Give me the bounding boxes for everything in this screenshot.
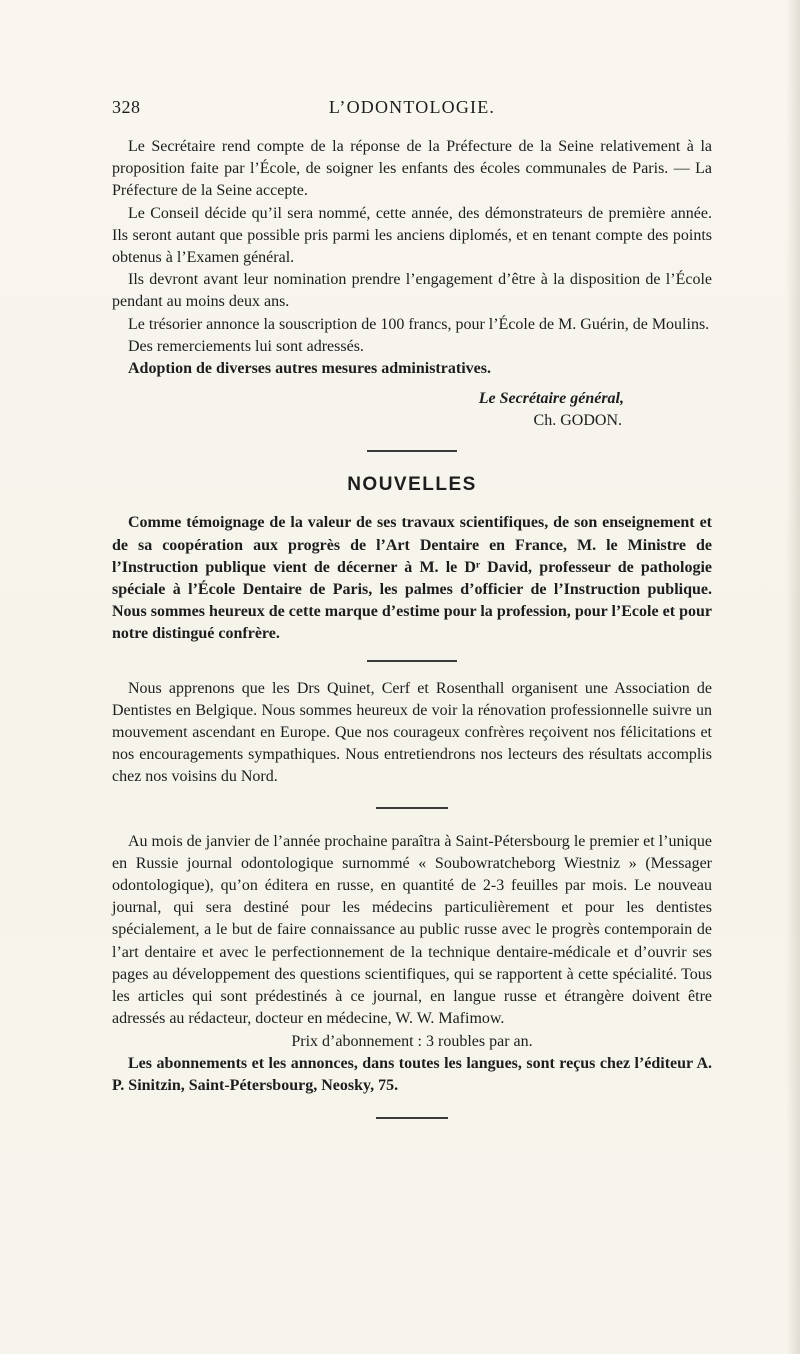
minutes-paragraph: Le trésorier annonce la souscription de 100 francs, pour l’École de M. Guérin, de Moulins. — [128, 315, 710, 333]
signature-name: Ch. GODON. — [533, 412, 622, 430]
running-head — [112, 96, 712, 126]
section-heading: NOUVELLES — [347, 474, 477, 496]
council-minutes — [112, 136, 712, 432]
news-item: Comme témoignage de la valeur de ses travaux scientifiques, de son enseignement et de sa coopération aux progrès de l’Art Dentaire en France, M. le Ministre de l’Instruction publique vient de décerner à M. le Dʳ David, professeur de pathologie spéciale à l’École Dentaire de Paris, les palmes d’officier de l’Instruction publique. Nous sommes heureux de cette marque d’estime pour la profession, pour l’Ecole et pour notre distingué confrère. — [112, 514, 712, 643]
signature-block — [112, 388, 712, 432]
item-divider — [376, 807, 448, 809]
page-content — [112, 96, 712, 1141]
page-number: 328 — [112, 97, 141, 117]
subscription-price: Prix d’abonnement : 3 roubles par an. — [291, 1032, 533, 1050]
minutes-paragraph: Le Secrétaire rend compte de la réponse de la Préfecture de la Seine relativement à la proposition faite par l’École, de soigner les enfants des écoles communales de Paris. — La Préfecture de la Seine accepte. — [112, 138, 712, 200]
journal-title: L’ODONTOLOGIE. — [328, 97, 496, 117]
subscription-info: Les abonnements et les annonces, dans toutes les langues, sont reçus chez l’éditeur A. P. Sinitzin, Saint-Pétersbourg, Neosky, 75. — [112, 1054, 712, 1094]
section-divider — [367, 450, 457, 452]
minutes-paragraph: Ils devront avant leur nomination prendre l’engagement d’être à la disposition de l’École pendant au moins deux ans. — [112, 271, 712, 311]
minutes-paragraph: Adoption de diverses autres mesures administratives. — [128, 360, 491, 378]
page-edge-shadow — [786, 0, 800, 1354]
end-divider — [376, 1117, 448, 1119]
minutes-paragraph: Des remerciements lui sont adressés. — [128, 337, 364, 355]
minutes-paragraph: Le Conseil décide qu’il sera nommé, cette année, des démonstrateurs de première année. Ils seront autant que possible pris parmi les anciens diplomés, et en tenant compte des points obtenus à l’Examen général. — [112, 204, 712, 267]
news-item: Au mois de janvier de l’année prochaine paraîtra à Saint-Pétersbourg le premier et l’unique en Russie journal odontologique surnommé « Soubowratcheborg Wiestniz » (Messager odontologique), qu’on éditera en russe, en quantité de 2-3 feuilles par mois. Le nouveau journal, qui sera destiné pour les médecins particulièrement et pour les dentistes spécialement, a le but de faire connaissance au public russe avec le progrès contemporain de l’art dentaire et avec le perfectionnement de la technique dentaire-médicale et d’ouvrir ses pages au développement des questions scientifiques, qui se rapportent à cette spécialité. Tous les articles qui sont prédestinés à ce journal, en langue russe et étrangère doivent être adressés au rédacteur, docteur en médecine, W. W. Mafimow. — [112, 832, 712, 1028]
news-item: Nous apprenons que les Drs Quinet, Cerf et Rosenthall organisent une Association de Dentistes en Belgique. Nous sommes heureux de voir la rénovation professionnelle suivre un mouvement ascendant en Europe. Que nos courageux confrères reçoivent nos félicitations et nos encouragements sympathiques. Nous entretiendrons nos lecteurs des résultats accomplis chez nos voisins du Nord. — [112, 679, 712, 786]
signature-title: Le Secrétaire général, — [478, 390, 624, 408]
item-divider — [367, 660, 457, 662]
